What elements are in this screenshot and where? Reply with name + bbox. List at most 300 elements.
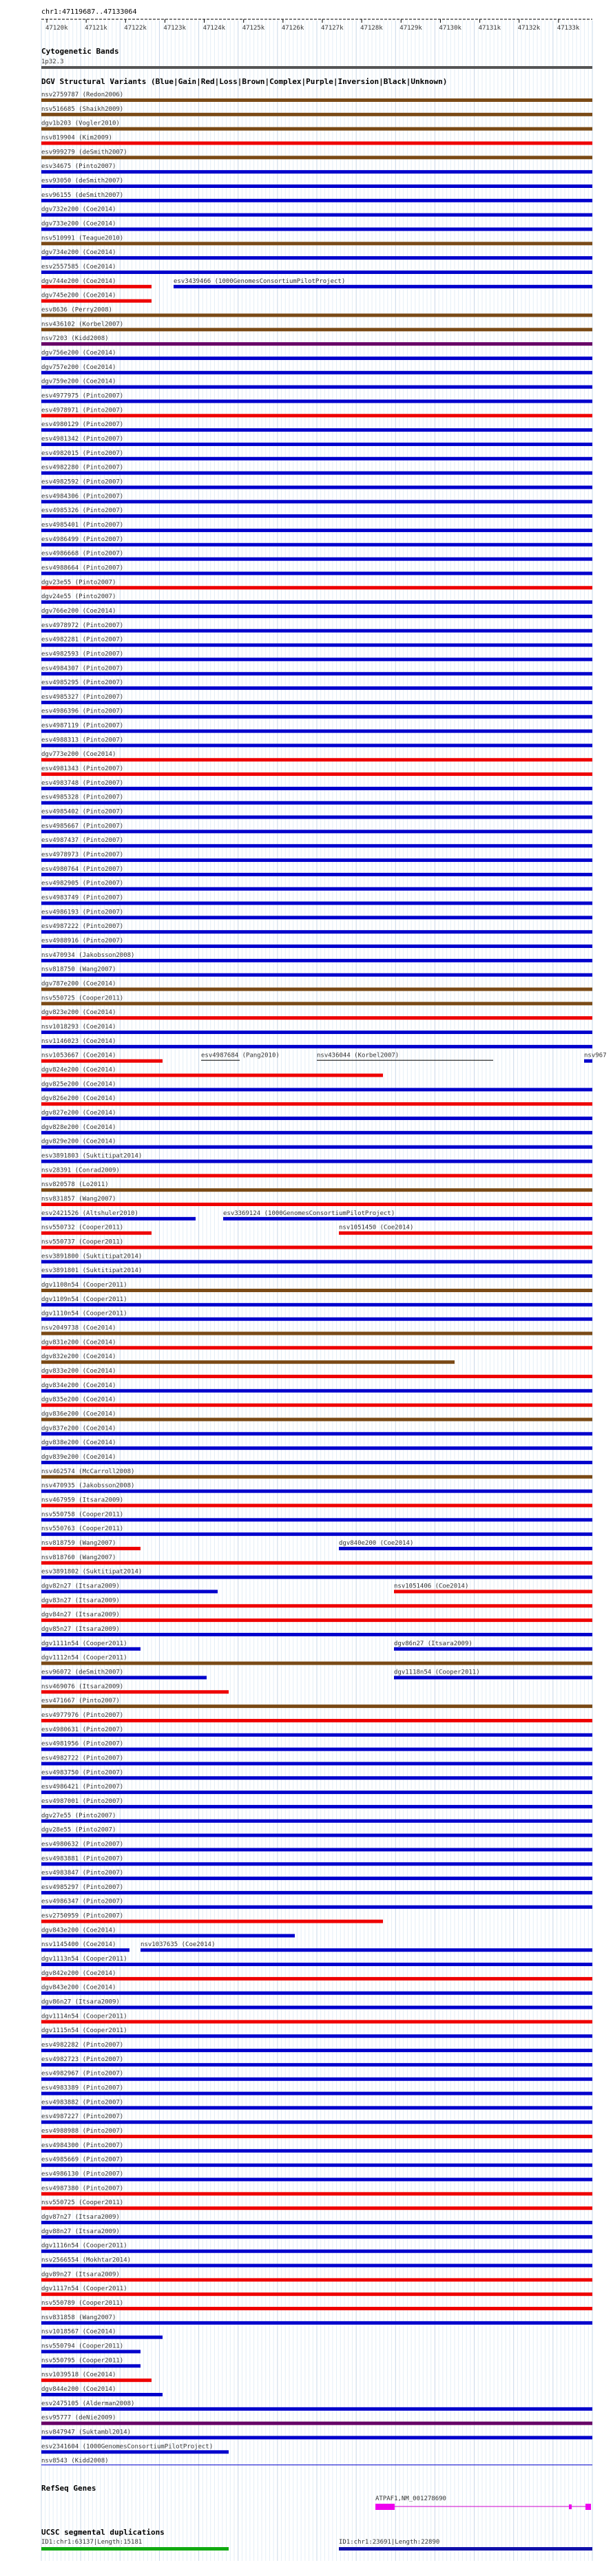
gene-exon[interactable] — [569, 2504, 572, 2509]
dgv-variant-bar[interactable] — [41, 1805, 592, 1808]
dgv-variant-bar[interactable] — [41, 156, 592, 159]
dgv-variant-label: esv4988664 (Pinto2007) — [41, 564, 124, 572]
dgv-variant-label: nsv510991 (Teague2010) — [41, 235, 124, 242]
dgv-variant-label: dgv86n27 (Itsara2009) — [41, 1998, 120, 2006]
dgv-variant-label: dgv823e200 (Coe2014) — [41, 1009, 116, 1017]
dgv-variant-label: esv8636 (Perry2008) — [41, 306, 112, 314]
dgv-variant-bar[interactable] — [41, 1518, 592, 1521]
dgv-variant-bar[interactable] — [41, 299, 152, 303]
dgv-variant-label: esv4982015 (Pinto2007) — [41, 450, 124, 457]
dgv-variant-bar[interactable] — [41, 457, 592, 461]
dgv-variant-label: esv4982280 (Pinto2007) — [41, 464, 124, 472]
dgv-variant-bar[interactable] — [41, 1733, 592, 1737]
dgv-variant-label: nsv550795 (Cooper2011) — [41, 2357, 124, 2365]
dgv-variant-label: nsv819904 (Kim2009) — [41, 134, 112, 142]
dgv-variant-bar[interactable] — [41, 1561, 592, 1565]
dgv-variant-label: nsv550758 (Cooper2011) — [41, 1511, 124, 1519]
dgv-variant-bar[interactable] — [41, 1490, 592, 1493]
dgv-variant-bar[interactable] — [41, 1862, 592, 1866]
dgv-variant-label: esv3369124 (1000GenomesConsortiumPilotProject) — [223, 1210, 395, 1217]
dgv-variant-bar[interactable] — [41, 357, 592, 360]
dgv-variant-bar[interactable] — [394, 1590, 592, 1593]
dgv-variant-label: dgv1108n54 (Cooper2011) — [41, 1282, 127, 1289]
gene-exon[interactable] — [585, 2504, 591, 2510]
ruler-tick-label: 47128k — [360, 25, 383, 32]
dgv-variant-label: esv4980129 (Pinto2007) — [41, 421, 124, 429]
dgv-variant-bar[interactable] — [41, 1618, 592, 1622]
dgv-variant-bar[interactable] — [41, 184, 592, 188]
dgv-variant-bar[interactable] — [41, 1346, 592, 1349]
cytoband-bar[interactable] — [41, 66, 592, 69]
dgv-variant-bar[interactable] — [41, 2149, 592, 2153]
dgv-variant-label: dgv834e200 (Coe2014) — [41, 1382, 116, 1389]
dgv-variant-bar[interactable] — [41, 873, 592, 876]
dgv-variant-label: esv471667 (Pinto2007) — [41, 1698, 120, 1705]
dgv-variant-bar[interactable] — [41, 1690, 229, 1693]
dgv-variant-label: esv2341604 (1000GenomesConsortiumPilotProject) — [41, 2443, 214, 2451]
dgv-variant-bar[interactable] — [41, 485, 592, 489]
dgv-variant-bar[interactable] — [41, 2178, 592, 2182]
dgv-variant-bar[interactable] — [41, 1303, 592, 1307]
dgv-variant-bar[interactable] — [41, 988, 592, 991]
dgv-variant-label: nsv1037635 (Coe2014) — [141, 1941, 216, 1949]
dgv-row — [41, 2343, 141, 2354]
dgv-variant-bar[interactable] — [41, 558, 592, 561]
dgv-variant-label: nsv28391 (Conrad2009) — [41, 1167, 120, 1174]
dgv-variant-bar[interactable] — [41, 844, 592, 847]
dgv-variant-bar[interactable] — [41, 256, 592, 260]
gene-label: ATPAF1,NM_001278690 — [375, 2495, 446, 2502]
dgv-variant-label: dgv840e200 (Coe2014) — [339, 1539, 414, 1547]
region-label: chr1:47119687..47133064 — [41, 8, 137, 16]
dgv-variant-bar[interactable] — [41, 199, 592, 202]
dgv-variant-bar[interactable] — [41, 2020, 592, 2023]
dgv-variant-label: dgv833e200 (Coe2014) — [41, 1367, 116, 1375]
dgv-variant-bar[interactable] — [41, 1503, 592, 1507]
dgv-variant-bar[interactable] — [41, 1446, 592, 1450]
cytoband-label: 1p32.3 — [41, 59, 64, 65]
dgv-variant-label: esv2557585 (Coe2014) — [41, 263, 116, 271]
dgv-variant-bar[interactable] — [41, 2106, 592, 2109]
dgv-variant-bar[interactable] — [41, 2378, 152, 2382]
dgv-variant-bar[interactable] — [41, 500, 592, 503]
dgv-variant-bar[interactable] — [41, 1432, 592, 1435]
dgv-variant-label: nsv550789 (Cooper2011) — [41, 2300, 124, 2308]
dgv-variant-bar[interactable] — [41, 1088, 592, 1091]
dgv-variant-bar[interactable] — [41, 2192, 592, 2195]
dgv-variant-bar[interactable] — [174, 285, 592, 288]
dgv-variant-bar[interactable] — [41, 1676, 207, 1679]
dgv-variant-bar[interactable] — [41, 543, 592, 547]
dgv-variant-bar[interactable] — [41, 1016, 592, 1020]
dgv-variant-bar[interactable] — [584, 1059, 592, 1063]
dgv-variant-label: nsv1145400 (Coe2014) — [41, 1941, 116, 1949]
dgv-variant-bar[interactable] — [41, 1948, 129, 1952]
dgv-variant-label: dgv838e200 (Coe2014) — [41, 1439, 116, 1447]
dgv-variant-label: esv4988916 (Pinto2007) — [41, 938, 124, 945]
dgv-variant-bar[interactable] — [41, 386, 592, 389]
dgv-variant-bar[interactable] — [41, 916, 592, 919]
ruler-tick-label: 47122k — [124, 25, 147, 32]
dgv-variant-bar[interactable] — [41, 1131, 592, 1134]
segdup-label: ID1:chr1:63137|Length:15181 — [41, 2539, 143, 2546]
dgv-variant-bar[interactable] — [41, 342, 592, 346]
dgv-variant-bar[interactable] — [41, 973, 592, 977]
dgv-variant-label: dgv24e55 (Pinto2007) — [41, 593, 116, 601]
dgv-variant-label: dgv828e200 (Coe2014) — [41, 1123, 116, 1131]
dgv-variant-bar[interactable] — [41, 1576, 592, 1579]
dgv-variant-bar[interactable] — [41, 571, 592, 575]
dgv-variant-label: dgv831e200 (Coe2014) — [41, 1339, 116, 1347]
dgv-variant-bar[interactable] — [41, 428, 592, 432]
dgv-variant-label: nsv550794 (Cooper2011) — [41, 2343, 124, 2350]
ruler-tick-label: 47133k — [557, 25, 580, 32]
refseq-track-title: RefSeq Genes — [41, 2484, 96, 2493]
dgv-variant-label: esv4982281 (Pinto2007) — [41, 636, 124, 644]
dgv-variant-label: esv4984306 (Pinto2007) — [41, 493, 124, 500]
dgv-variant-label: nsv1051406 (Coe2014) — [394, 1583, 469, 1590]
dgv-variant-bar[interactable] — [41, 887, 592, 891]
dgv-variant-label: esv4980631 (Pinto2007) — [41, 1726, 124, 1733]
dgv-variant-bar[interactable] — [41, 1461, 592, 1464]
dgv-variant-bar[interactable] — [223, 1217, 592, 1221]
dgv-variant-bar[interactable] — [41, 1274, 592, 1278]
dgv-variant-bar[interactable] — [41, 1791, 592, 1794]
dgv-variant-label: nsv436102 (Korbel2007) — [41, 321, 124, 328]
dgv-variant-bar[interactable] — [41, 2221, 592, 2224]
dgv-variant-bar[interactable] — [41, 858, 592, 862]
dgv-row — [41, 2357, 141, 2367]
dgv-variant-bar[interactable] — [41, 2264, 592, 2268]
dgv-variant-label: nsv831857 (Wang2007) — [41, 1196, 116, 1203]
dgv-variant-label: dgv1113n54 (Cooper2011) — [41, 1956, 127, 1963]
dgv-variant-bar[interactable] — [41, 1045, 592, 1048]
dgv-variant-bar[interactable] — [41, 2464, 592, 2465]
dgv-variant-label: nsv516685 (Shaikh2009) — [41, 105, 124, 113]
dgv-variant-bar[interactable] — [41, 816, 592, 819]
dgv-variant-label: dgv28e55 (Pinto2007) — [41, 1826, 116, 1834]
dgv-variant-label: esv4986499 (Pinto2007) — [41, 536, 124, 543]
dgv-variant-label: esv4987684 (Pang2010) — [201, 1052, 280, 1059]
dgv-variant-bar[interactable] — [41, 715, 592, 719]
dgv-variant-bar[interactable] — [41, 2436, 592, 2440]
dgv-variant-label: esv4987001 (Pinto2007) — [41, 1797, 124, 1805]
dgv-variant-bar[interactable] — [41, 2063, 592, 2067]
segdup-bar[interactable] — [41, 2547, 229, 2551]
dgv-variant-bar[interactable] — [41, 414, 592, 417]
dgv-variant-bar[interactable] — [41, 1217, 196, 1221]
dgv-variant-bar[interactable] — [41, 1920, 383, 1923]
gene-exon[interactable] — [375, 2504, 395, 2510]
dgv-variant-label: esv4982592 (Pinto2007) — [41, 478, 124, 486]
dgv-variant-bar[interactable] — [41, 472, 592, 475]
dgv-variant-bar[interactable] — [41, 586, 592, 589]
dgv-row — [41, 1913, 383, 1923]
dgv-variant-bar[interactable] — [41, 944, 592, 948]
dgv-variant-bar[interactable] — [41, 1404, 592, 1407]
dgv-variant-label: esv4986193 (Pinto2007) — [41, 909, 124, 916]
dgv-variant-label: esv4983750 (Pinto2007) — [41, 1769, 124, 1777]
dgv-variant-label: nsv436044 (Korbel2007) — [317, 1052, 399, 1059]
dgv-row — [41, 2329, 163, 2339]
dgv-variant-label: dgv824e200 (Coe2014) — [41, 1066, 116, 1074]
dgv-variant-label: esv3891802 (Suktitipat2014) — [41, 1568, 143, 1576]
dgv-variant-bar[interactable] — [41, 529, 592, 532]
dgv-variant-bar[interactable] — [41, 2235, 592, 2239]
dgv-variant-label: esv4981343 (Pinto2007) — [41, 766, 124, 773]
dgv-variant-bar[interactable] — [41, 443, 592, 446]
dgv-variant-bar[interactable] — [41, 1963, 592, 1966]
dgv-variant-bar[interactable] — [41, 730, 592, 733]
dgv-variant-bar[interactable] — [41, 2078, 592, 2081]
dgv-variant-bar[interactable] — [41, 830, 592, 833]
dgv-variant-label: nsv470935 (Jakobsson2008) — [41, 1482, 135, 1490]
dgv-variant-bar[interactable] — [41, 1662, 592, 1665]
dgv-variant-bar[interactable] — [41, 170, 592, 173]
dgv-variant-bar[interactable] — [41, 1748, 592, 1751]
dgv-variant-bar[interactable] — [41, 2164, 592, 2167]
dgv-track-title: DGV Structural Variants (Blue|Gain|Red|Loss|Brown|Complex|Purple|Inversion|Black|Unknown) — [41, 77, 448, 86]
dgv-variant-bar[interactable] — [41, 1002, 592, 1005]
dgv-variant-label: esv2421526 (Altshuler2010) — [41, 1210, 138, 1217]
dgv-variant-bar[interactable] — [41, 328, 592, 331]
dgv-variant-bar[interactable] — [41, 644, 592, 647]
dgv-variant-bar[interactable] — [41, 1232, 152, 1235]
dgv-variant-label: esv4985401 (Pinto2007) — [41, 521, 124, 529]
dgv-variant-bar[interactable] — [41, 1389, 592, 1393]
dgv-variant-bar[interactable] — [41, 758, 592, 761]
dgv-variant-label: esv96072 (deSmith2007) — [41, 1669, 124, 1676]
dgv-variant-bar[interactable] — [41, 113, 592, 116]
dgv-variant-bar[interactable] — [41, 1647, 141, 1651]
dgv-variant-label: nsv1018567 (Coe2014) — [41, 2328, 116, 2336]
dgv-variant-label: dgv836e200 (Coe2014) — [41, 1411, 116, 1418]
dgv-variant-bar[interactable] — [41, 672, 592, 675]
dgv-variant-bar[interactable] — [41, 2336, 163, 2339]
dgv-variant-label: nsv550763 (Cooper2011) — [41, 1525, 124, 1533]
dgv-variant-bar[interactable] — [41, 2321, 592, 2325]
dgv-variant-bar[interactable] — [41, 2034, 592, 2038]
dgv-variant-label: esv4985402 (Pinto2007) — [41, 808, 124, 816]
dgv-variant-bar[interactable] — [41, 1992, 592, 1995]
dgv-variant-label: dgv733e200 (Coe2014) — [41, 220, 116, 228]
dgv-variant-bar[interactable] — [41, 1977, 592, 1981]
dgv-variant-bar[interactable] — [41, 1260, 592, 1263]
dgv-variant-label: esv95777 (deNie2009) — [41, 2414, 116, 2422]
dgv-row — [41, 2443, 229, 2453]
dgv-variant-bar[interactable] — [41, 285, 152, 288]
dgv-variant-bar[interactable] — [41, 1590, 218, 1593]
dgv-variant-label: esv4982967 (Pinto2007) — [41, 2070, 124, 2078]
dgv-variant-label: dgv826e200 (Coe2014) — [41, 1095, 116, 1103]
dgv-variant-bar[interactable] — [41, 1776, 592, 1780]
dgv-variant-bar[interactable] — [41, 1318, 592, 1321]
dgv-variant-bar[interactable] — [41, 1203, 592, 1206]
dgv-variant-bar[interactable] — [41, 2206, 592, 2210]
dgv-variant-bar[interactable] — [41, 1074, 383, 1077]
dgv-variant-label: nsv8543 (Kidd2008) — [41, 2458, 109, 2465]
dgv-variant-bar[interactable] — [41, 1547, 141, 1550]
dgv-variant-bar[interactable] — [41, 1848, 592, 1851]
dgv-variant-bar[interactable] — [41, 2422, 592, 2425]
dgv-variant-bar[interactable] — [41, 743, 592, 747]
dgv-row — [41, 1353, 455, 1364]
dgv-variant-label: esv4983389 (Pinto2007) — [41, 2084, 124, 2092]
dgv-variant-label: nsv550732 (Cooper2011) — [41, 1224, 124, 1232]
dgv-variant-bar[interactable] — [41, 1331, 592, 1335]
dgv-variant-label: dgv1110n54 (Cooper2011) — [41, 1310, 127, 1318]
dgv-variant-label: dgv1b203 (Vogler2010) — [41, 120, 120, 127]
dgv-variant-bar[interactable] — [41, 271, 592, 274]
dgv-variant-label: esv4980764 (Pinto2007) — [41, 865, 124, 873]
dgv-variant-bar[interactable] — [41, 1633, 592, 1636]
dgv-variant-label: dgv87n27 (Itsara2009) — [41, 2214, 120, 2221]
dgv-variant-bar[interactable] — [41, 787, 592, 790]
dgv-variant-label: dgv757e200 (Coe2014) — [41, 363, 116, 371]
dgv-variant-bar[interactable] — [41, 313, 592, 317]
dgv-variant-bar[interactable] — [41, 629, 592, 633]
dgv-variant-bar[interactable] — [317, 1060, 493, 1061]
dgv-variant-bar[interactable] — [339, 1547, 592, 1550]
dgv-variant-bar[interactable] — [41, 213, 592, 217]
dgv-variant-bar[interactable] — [41, 801, 592, 805]
dgv-variant-label: esv4987227 (Pinto2007) — [41, 2113, 124, 2121]
dgv-variant-bar[interactable] — [141, 1948, 592, 1952]
dgv-variant-bar[interactable] — [41, 2135, 592, 2138]
dgv-variant-bar[interactable] — [41, 127, 592, 131]
dgv-variant-bar[interactable] — [41, 242, 592, 245]
dgv-variant-bar[interactable] — [41, 772, 592, 776]
dgv-variant-bar[interactable] — [41, 1289, 592, 1292]
dgv-variant-label: dgv827e200 (Coe2014) — [41, 1110, 116, 1117]
dgv-variant-bar[interactable] — [394, 1676, 592, 1679]
dgv-variant-bar[interactable] — [41, 1834, 592, 1837]
dgv-variant-bar[interactable] — [41, 2450, 229, 2453]
dgv-variant-bar[interactable] — [41, 686, 592, 690]
dgv-variant-label: esv4981342 (Pinto2007) — [41, 435, 124, 443]
dgv-variant-bar[interactable] — [41, 1475, 592, 1479]
dgv-variant-bar[interactable] — [41, 2250, 592, 2253]
dgv-variant-bar[interactable] — [41, 1819, 592, 1823]
dgv-variant-label: esv3891803 (Suktitipat2014) — [41, 1152, 143, 1160]
dgv-variant-bar[interactable] — [41, 371, 592, 374]
dgv-variant-bar[interactable] — [41, 2307, 592, 2310]
dgv-variant-label: dgv732e200 (Coe2014) — [41, 206, 116, 213]
segdup-bar[interactable] — [339, 2547, 592, 2551]
dgv-variant-bar[interactable] — [41, 1146, 592, 1149]
dgv-variant-bar[interactable] — [41, 2393, 163, 2396]
dgv-variant-label: esv4983882 (Pinto2007) — [41, 2099, 124, 2107]
dgv-variant-bar[interactable] — [41, 1246, 592, 1249]
dgv-variant-bar[interactable] — [41, 1532, 592, 1536]
dgv-variant-bar[interactable] — [41, 2049, 592, 2052]
dgv-variant-label: dgv744e200 (Coe2014) — [41, 277, 116, 285]
dgv-variant-bar[interactable] — [41, 600, 592, 604]
dgv-variant-label: dgv86n27 (Itsara2009) — [394, 1640, 472, 1647]
dgv-variant-bar[interactable] — [41, 1877, 592, 1880]
dgv-variant-label: esv4978972 (Pinto2007) — [41, 622, 124, 629]
dgv-variant-bar[interactable] — [41, 657, 592, 661]
dgv-variant-bar[interactable] — [41, 1031, 592, 1034]
dgv-variant-label: dgv844e200 (Coe2014) — [41, 2386, 116, 2394]
dgv-variant-bar[interactable] — [41, 1160, 592, 1163]
dgv-variant-bar[interactable] — [41, 930, 592, 933]
dgv-variant-bar[interactable] — [41, 2407, 592, 2411]
dgv-variant-label: nsv550737 (Cooper2011) — [41, 1238, 124, 1246]
ruler-tick-label: 47125k — [242, 25, 265, 32]
dgv-variant-bar[interactable] — [339, 1232, 592, 1235]
dgv-variant-bar[interactable] — [41, 2006, 592, 2009]
dgv-variant-bar[interactable] — [41, 1417, 592, 1421]
dgv-row — [41, 2372, 152, 2382]
dgv-variant-label: dgv88n27 (Itsara2009) — [41, 2228, 120, 2235]
dgv-variant-label: nsv818760 (Wang2007) — [41, 1554, 116, 1561]
dgv-variant-bar[interactable] — [394, 1647, 592, 1651]
dgv-variant-bar[interactable] — [41, 1905, 592, 1909]
dgv-variant-bar[interactable] — [41, 514, 592, 518]
dgv-variant-label: esv4985328 (Pinto2007) — [41, 794, 124, 801]
dgv-variant-bar[interactable] — [201, 1060, 240, 1061]
dgv-variant-bar[interactable] — [41, 1891, 592, 1894]
dgv-variant-label: esv3891800 (Suktitipat2014) — [41, 1253, 143, 1260]
dgv-variant-bar[interactable] — [41, 141, 592, 145]
dgv-variant-bar[interactable] — [41, 1375, 592, 1378]
dgv-variant-bar[interactable] — [41, 2364, 141, 2367]
dgv-variant-bar[interactable] — [41, 399, 592, 403]
dgv-variant-bar[interactable] — [41, 1934, 295, 1937]
dgv-variant-bar[interactable] — [41, 1704, 592, 1708]
dgv-variant-bar[interactable] — [41, 2350, 141, 2354]
dgv-variant-label: esv2750959 (Pinto2007) — [41, 1912, 124, 1920]
dgv-variant-bar[interactable] — [41, 2092, 592, 2095]
dgv-variant-bar[interactable] — [41, 1604, 592, 1607]
dgv-variant-bar[interactable] — [41, 1762, 592, 1765]
dgv-row — [41, 1683, 229, 1693]
dgv-variant-label: dgv829e200 (Coe2014) — [41, 1138, 116, 1146]
dgv-variant-bar[interactable] — [41, 2292, 592, 2296]
ruler-tick-label: 47126k — [281, 25, 304, 32]
dgv-variant-label: esv4981956 (Pinto2007) — [41, 1740, 124, 1748]
dgv-variant-bar[interactable] — [41, 615, 592, 618]
dgv-variant-label: nsv2566554 (Mokhtar2014) — [41, 2257, 132, 2264]
dgv-variant-bar[interactable] — [41, 701, 592, 704]
dgv-variant-bar[interactable] — [41, 227, 592, 231]
dgv-variant-bar[interactable] — [41, 1360, 455, 1364]
dgv-variant-label: dgv843e200 (Coe2014) — [41, 1927, 116, 1934]
dgv-variant-bar[interactable] — [41, 902, 592, 905]
dgv-variant-label: esv4987437 (Pinto2007) — [41, 837, 124, 845]
dgv-variant-bar[interactable] — [41, 2120, 592, 2124]
dgv-variant-label: dgv1109n54 (Cooper2011) — [41, 1296, 127, 1303]
dgv-variant-bar[interactable] — [41, 1174, 592, 1177]
dgv-variant-label: nsv469076 (Itsara2009) — [41, 1683, 124, 1691]
dgv-variant-label: nsv2759787 (Redon2006) — [41, 92, 124, 98]
dgv-variant-bar[interactable] — [41, 1117, 592, 1120]
dgv-variant-label: dgv787e200 (Coe2014) — [41, 980, 116, 988]
dgv-variant-bar[interactable] — [41, 959, 592, 962]
dgv-variant-bar[interactable] — [41, 98, 592, 102]
dgv-variant-label: esv4982722 (Pinto2007) — [41, 1755, 124, 1762]
dgv-variant-label: nsv818759 (Wang2007) — [41, 1539, 116, 1547]
dgv-variant-bar[interactable] — [41, 2278, 592, 2281]
dgv-variant-label: dgv84n27 (Itsara2009) — [41, 1612, 120, 1619]
dgv-variant-bar[interactable] — [41, 1102, 592, 1106]
dgv-variant-label: esv4987380 (Pinto2007) — [41, 2185, 124, 2193]
dgv-variant-bar[interactable] — [41, 1059, 163, 1063]
dgv-variant-bar[interactable] — [41, 1719, 592, 1722]
ruler-tick-label: 47123k — [163, 25, 186, 32]
dgv-variant-bar[interactable] — [41, 1188, 592, 1192]
